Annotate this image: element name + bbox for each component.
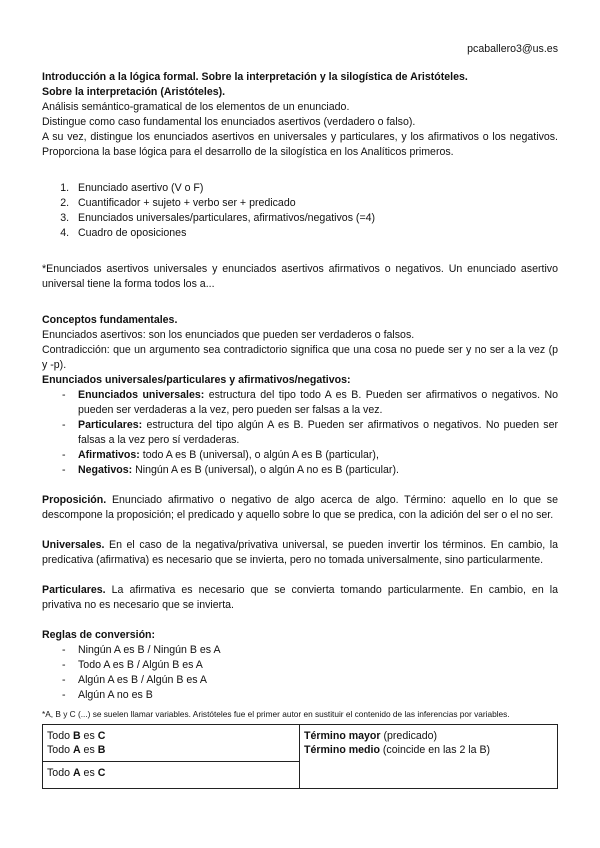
intro-line-3: A su vez, distingue los enunciados asertivos en universales y particulares, y los afirmativos o los negativos. Proporciona la base lógica para el desarrollo de la silogística en los Analíticos primeros. xyxy=(42,131,558,158)
list-item: 2. Cuantificador + sujeto + verbo ser + predicado xyxy=(72,196,558,211)
list-item: - Negativos: Ningún A es B (universal), o algún A no es B (particular). xyxy=(62,463,558,478)
footnote: *A, B y C (...) se suelen llamar variables. Aristóteles fue el primer autor en sustituir el contenido de las inferencias por variables. xyxy=(42,709,510,719)
proposicion-paragraph: Proposición. Enunciado afirmativo o negativo de algo acerca de algo. Término: aquello en lo que se descompone la proposición; el predicado y aquello sobre lo que se predica, con la adición del ser o el no ser. xyxy=(42,494,558,521)
numbered-list xyxy=(42,181,558,241)
intro-line-2: Distingue como caso fundamental los enunciados asertivos (verdadero o falso). xyxy=(42,116,416,128)
conceptos-heading: Conceptos fundamentales. xyxy=(42,314,178,326)
list-item: - Afirmativos: todo A es B (universal), o algún A es B (particular), xyxy=(62,448,558,463)
reglas-heading: Reglas de conversión: xyxy=(42,629,156,641)
termino-medio: Término medio (coincide en las 2 la B) xyxy=(304,744,491,756)
conceptos-list xyxy=(42,388,558,478)
termino-mayor: Término mayor (predicado) xyxy=(304,730,438,742)
intro-line-1: Análisis semántico-gramatical de los elementos de un enunciado. xyxy=(42,101,350,113)
list-item: - Algún A es B / Algún B es A xyxy=(62,673,558,688)
terms-table xyxy=(42,724,558,789)
table-cell xyxy=(43,762,300,789)
list-item: 1. Enunciado asertivo (V o F) xyxy=(72,181,558,196)
conceptos-heading-2: Enunciados universales/particulares y afirmativos/negativos: xyxy=(42,374,351,386)
conceptos-line-1: Enunciados asertivos: son los enunciados que pueden ser verdaderos o falsos. xyxy=(42,329,415,341)
table-cell xyxy=(43,725,300,762)
table-cell xyxy=(300,725,558,789)
universales-paragraph: Universales. En el caso de la negativa/privativa universal, se pueden invertir los términos. En cambio, la predicativa (afirmativa) es necesario que se invierta, pero no tomada universalmente, sino particularmente. xyxy=(42,539,558,566)
list-item: - Enunciados universales: estructura del tipo todo A es B. Pueden ser afirmativos o negativos. No pueden ser verdaderas a la vez, pero pueden ser falsas a la vez. xyxy=(62,388,558,418)
reglas-list xyxy=(42,643,558,703)
author-email: pcaballero3@us.es xyxy=(467,43,558,55)
list-item: 3. Enunciados universales/particulares, afirmativos/negativos (=4) xyxy=(72,211,558,226)
note-paragraph: *Enunciados asertivos universales y enunciados asertivos afirmativos o negativos. Un enunciado asertivo universal tiene la forma todos los a... xyxy=(42,263,558,290)
document-body xyxy=(42,70,558,789)
list-item: 4. Cuadro de oposiciones xyxy=(72,226,558,241)
document-title: Introducción a la lógica formal. Sobre la interpretación y la silogística de Aristóteles. xyxy=(42,71,468,83)
list-item: - Ningún A es B / Ningún B es A xyxy=(62,643,558,658)
conceptos-line-2: Contradicción: que un argumento sea contradictorio significa que una cosa no puede ser y no ser a la vez (p y -p). xyxy=(42,344,558,371)
premise-2: Todo A es B xyxy=(47,744,106,756)
particulares-paragraph: Particulares. La afirmativa es necesario que se convierta tomando particularmente. En cambio, en la privativa no es necesario que se invierta. xyxy=(42,584,558,611)
document-subtitle: Sobre la interpretación (Aristóteles). xyxy=(42,86,226,98)
list-item: - Todo A es B / Algún B es A xyxy=(62,658,558,673)
conclusion: Todo A es C xyxy=(47,767,106,779)
list-item: - Algún A no es B xyxy=(62,688,558,703)
list-item: - Particulares: estructura del tipo algún A es B. Pueden ser afirmativos o negativos. No pueden ser falsas a la vez pero sí verdaderas. xyxy=(62,418,558,448)
premise-1: Todo B es C xyxy=(47,730,106,742)
